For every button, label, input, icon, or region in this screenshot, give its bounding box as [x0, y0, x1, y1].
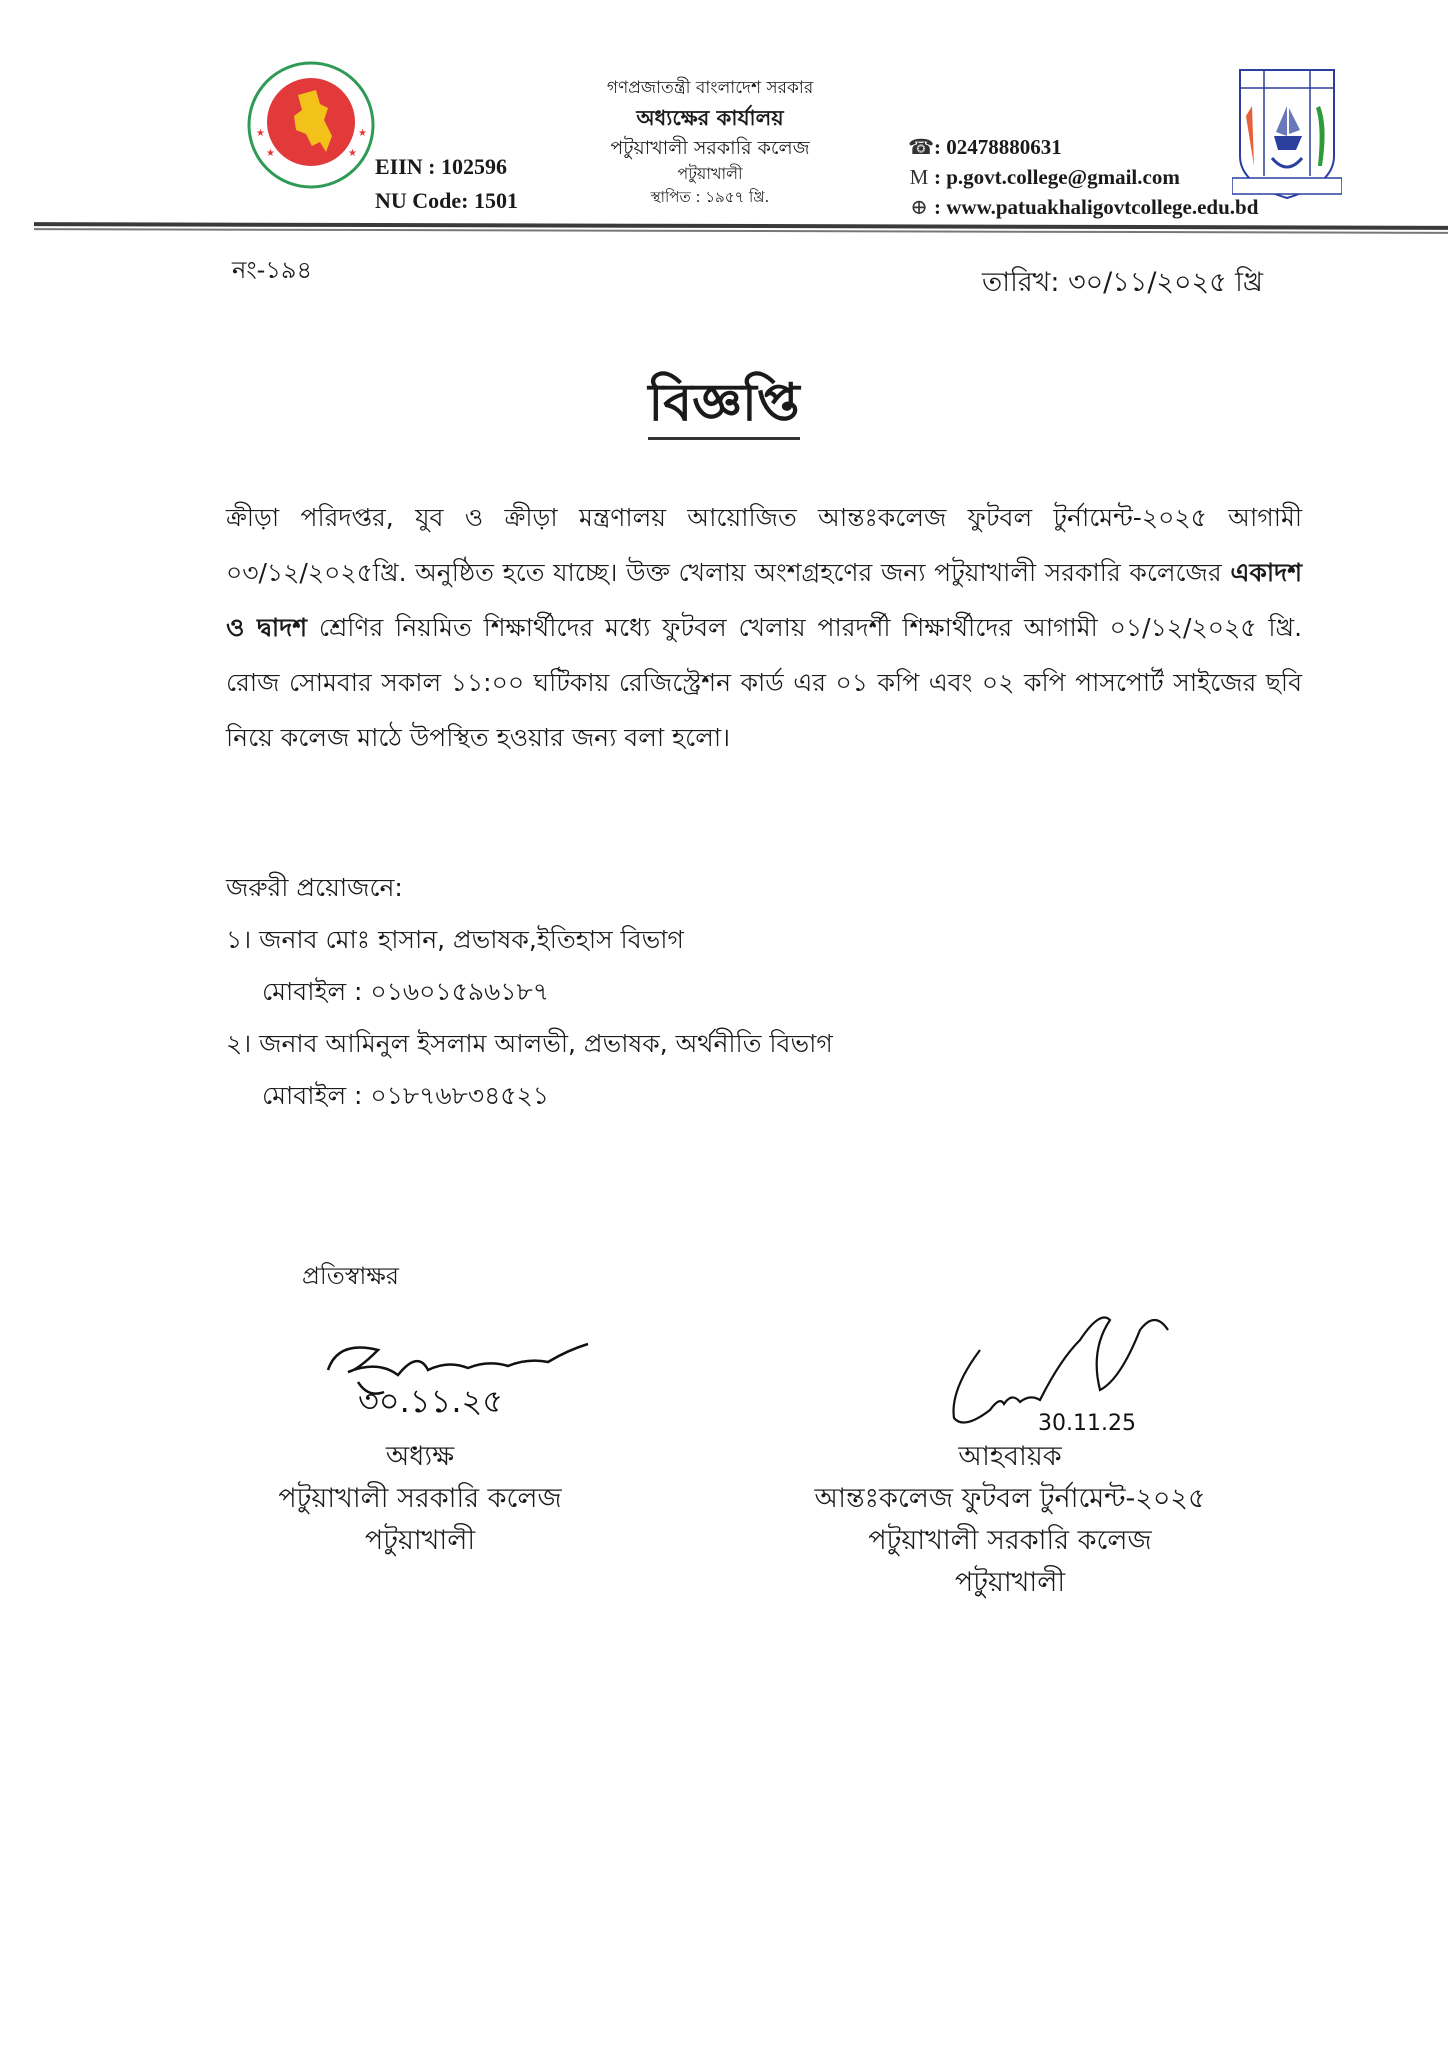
office-heading: [560, 74, 860, 208]
notice-title: [0, 362, 1448, 449]
eiin-number: EIIN : 102596: [375, 154, 508, 179]
email-row: [908, 162, 1258, 192]
institution-codes: [375, 150, 518, 218]
telephone-icon: ☎: [908, 135, 935, 159]
principal-signature: [318, 1330, 618, 1430]
email-address[interactable]: : p.govt.college@gmail.com: [934, 165, 1180, 189]
body-text-bold-classes: একাদশ ও দ্বাদশ: [226, 558, 1302, 642]
convener-signature: [930, 1300, 1170, 1440]
globe-icon: ⊕: [910, 195, 928, 219]
principal-place: পটুয়াখালী: [364, 1525, 476, 1556]
college-name: পটুয়াখালী সরকারি কলেজ: [610, 137, 810, 159]
principal-signature-block: [220, 1436, 620, 1562]
government-seal-logo: [246, 60, 376, 190]
convener-org: পটুয়াখালী সরকারি কলেজ: [868, 1525, 1152, 1556]
svg-text:★: ★: [266, 148, 275, 159]
principal-designation: অধ্যক্ষ: [385, 1441, 455, 1472]
convener-signature-block: [770, 1436, 1250, 1604]
college-crest-logo: [1232, 66, 1342, 206]
body-text-part1: ক্রীড়া পরিদপ্তর, যুব ও ক্রীড়া মন্ত্রণালয় আয়োজিত আন্তঃকলেজ ফুটবল টুর্নামেন্ট-২০২৫ আগামী ০৩/১২/২০২৫খ্রি. অনুষ্ঠিত হতে যাচ্ছে। উক্ত খেলায় অংশগ্রহণের জন্য পটুয়াখালী সরকারি কলেজের: [226, 503, 1302, 587]
mail-icon: M: [909, 165, 929, 189]
emergency-heading: জরুরী প্রয়োজনে:: [226, 873, 403, 902]
contact-2-mobile: মোবাইল : ০১৮৭৬৮৩৪৫২১: [262, 1081, 549, 1110]
nu-code: NU Code: 1501: [375, 188, 518, 213]
contact-1-mobile: মোবাইল : ০১৬০১৫৯৬১৮৭: [262, 977, 549, 1006]
website-row: [908, 192, 1258, 222]
svg-text:30.11.25: 30.11.25: [1038, 1411, 1136, 1436]
notice-title-text: বিজ্ঞপ্তি: [648, 373, 799, 440]
svg-text:★: ★: [358, 128, 367, 139]
website-url[interactable]: : www.patuakhaligovtcollege.edu.bd: [934, 195, 1259, 219]
notice-body: [226, 490, 1302, 765]
principal-org: পটুয়াখালী সরকারি কলেজ: [278, 1483, 562, 1514]
svg-text:৩০.১১.২৫: ৩০.১১.২৫: [358, 1382, 504, 1420]
established-year: স্থাপিত : ১৯৫৭ খ্রি.: [650, 188, 770, 206]
svg-text:★: ★: [256, 128, 265, 139]
government-name: গণপ্রজাতন্ত্রী বাংলাদেশ সরকার: [606, 78, 814, 98]
body-text-part2: শ্রেণির নিয়মিত শিক্ষার্থীদের মধ্যে ফুটবল খেলায় পারদর্শী শিক্ষার্থীদের আগামী ০১/১২/২০২৫ খ্রি. রোজ সোমবার সকাল ১১:০০ ঘটিকায় রেজিস্ট্রেশন কার্ড এর ০১ কপি এবং ০২ কপি পাসপোর্ট সাইজের ছবি নিয়ে কলেজ মাঠে উপস্থিত হওয়ার জন্য বলা হলো।: [226, 613, 1303, 752]
phone-number: : 02478880631: [934, 135, 1062, 159]
memo-number: নং-১৯৪: [232, 256, 313, 284]
phone-row: [908, 132, 1258, 162]
issue-date: তারিখ: ৩০/১১/২০২৫ খ্রি: [982, 267, 1263, 298]
convener-place: পটুয়াখালী: [954, 1567, 1066, 1598]
convener-designation: আহবায়ক: [958, 1441, 1062, 1472]
countersign-label: প্রতিস্বাক্ষর: [302, 1262, 399, 1290]
convener-event: আন্তঃকলেজ ফুটবল টুর্নামেন্ট-২০২৫: [814, 1483, 1206, 1514]
emergency-contacts: [226, 862, 833, 1122]
contact-1-name: ১। জনাব মোঃ হাসান, প্রভাষক,ইতিহাস বিভাগ: [226, 925, 684, 954]
office-name: অধ্যক্ষের কার্যালয়: [636, 106, 784, 130]
contact-info: [908, 132, 1258, 222]
contact-2-name: ২। জনাব আমিনুল ইসলাম আলভী, প্রভাষক, অর্থনীতি বিভাগ: [226, 1029, 833, 1058]
college-location: পটুয়াখালী: [677, 164, 743, 183]
svg-text:★: ★: [348, 148, 357, 159]
